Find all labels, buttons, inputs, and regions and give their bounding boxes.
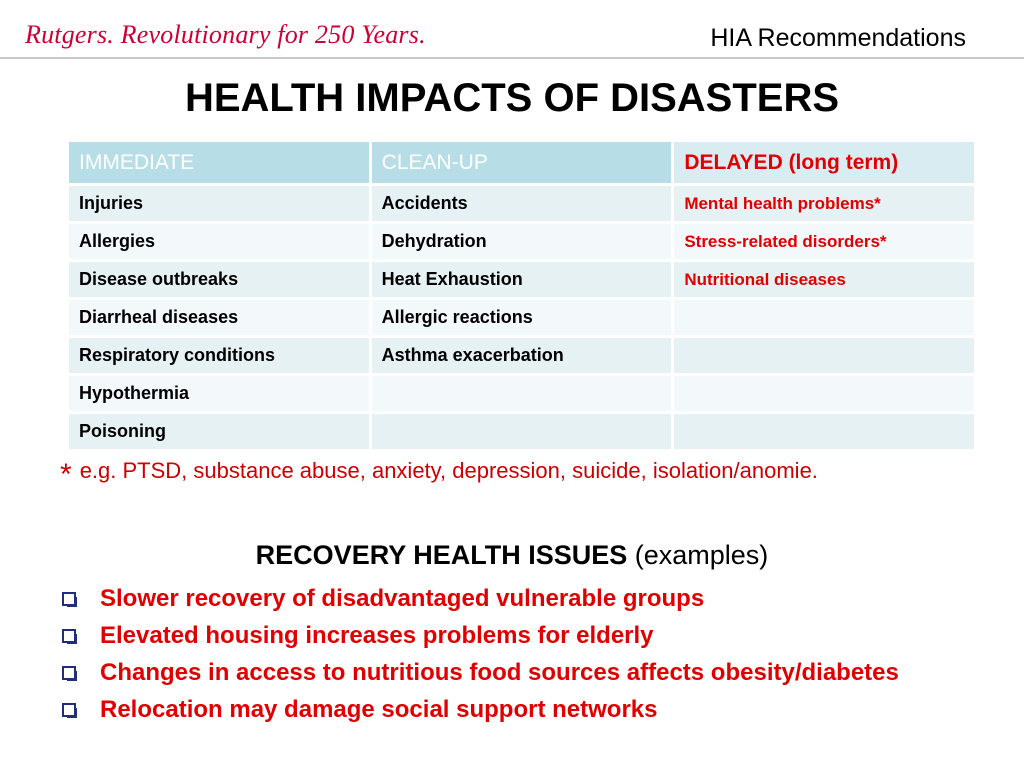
header-divider [0,57,1024,59]
footnote-marker: * [60,458,72,491]
table-cell: Hypothermia [69,376,369,411]
recovery-list [62,580,899,728]
table-cell: Asthma exacerbation [372,338,672,373]
table-cell [674,376,974,411]
table-cell: Allergies [69,224,369,259]
table-cell: Accidents [372,186,672,221]
checkbox-bullet-icon [62,592,76,606]
table-cell [674,300,974,335]
list-item [62,654,899,691]
header-clean-up: CLEAN-UP [372,142,672,183]
table-cell: Injuries [69,186,369,221]
table-row [69,300,974,335]
table-cell: Allergic reactions [372,300,672,335]
list-item [62,617,899,654]
table-cell: Dehydration [372,224,672,259]
table-row [69,224,974,259]
list-item-text: Relocation may damage social support networks [100,695,658,723]
footnote [60,452,818,491]
table-cell [372,414,672,449]
table-cell [372,376,672,411]
table-cell: Disease outbreaks [69,262,369,297]
table-cell: Poisoning [69,414,369,449]
table-row [69,186,974,221]
header-delayed: DELAYED (long term) [674,142,974,183]
checkbox-bullet-icon [62,629,76,643]
table-cell: Stress-related disorders* [674,224,974,259]
table-cell: Nutritional diseases [674,262,974,297]
recovery-heading-bold: RECOVERY HEALTH ISSUES [255,540,628,570]
checkbox-bullet-icon [62,666,76,680]
checkbox-bullet-icon [62,703,76,717]
table-cell: Mental health problems* [674,186,974,221]
table-cell: Heat Exhaustion [372,262,672,297]
table-row [69,376,974,411]
footnote-text: e.g. PTSD, substance abuse, anxiety, depression, suicide, isolation/anomie. [79,458,818,483]
health-impacts-table [66,139,977,452]
recovery-heading-rest: (examples) [634,540,769,570]
list-item-text: Elevated housing increases problems for elderly [100,621,654,649]
table-cell [674,338,974,373]
list-item-text: Slower recovery of disadvantaged vulnerable groups [100,584,705,612]
table-cell: Respiratory conditions [69,338,369,373]
table-row [69,414,974,449]
brand-logo-text: Rutgers. Revolutionary for 250 Years. [25,20,426,49]
table-cell [674,414,974,449]
recovery-heading [0,540,1024,571]
list-item-text: Changes in access to nutritious food sources affects obesity/diabetes [100,658,899,686]
table-row [69,262,974,297]
list-item [62,580,899,617]
table-cell: Diarrheal diseases [69,300,369,335]
page-title: HEALTH IMPACTS OF DISASTERS [184,76,840,120]
table-row [69,338,974,373]
table-header-row [69,142,974,183]
list-item [62,691,899,728]
header-immediate: IMMEDIATE [69,142,369,183]
section-label: HIA Recommendations [710,24,966,52]
